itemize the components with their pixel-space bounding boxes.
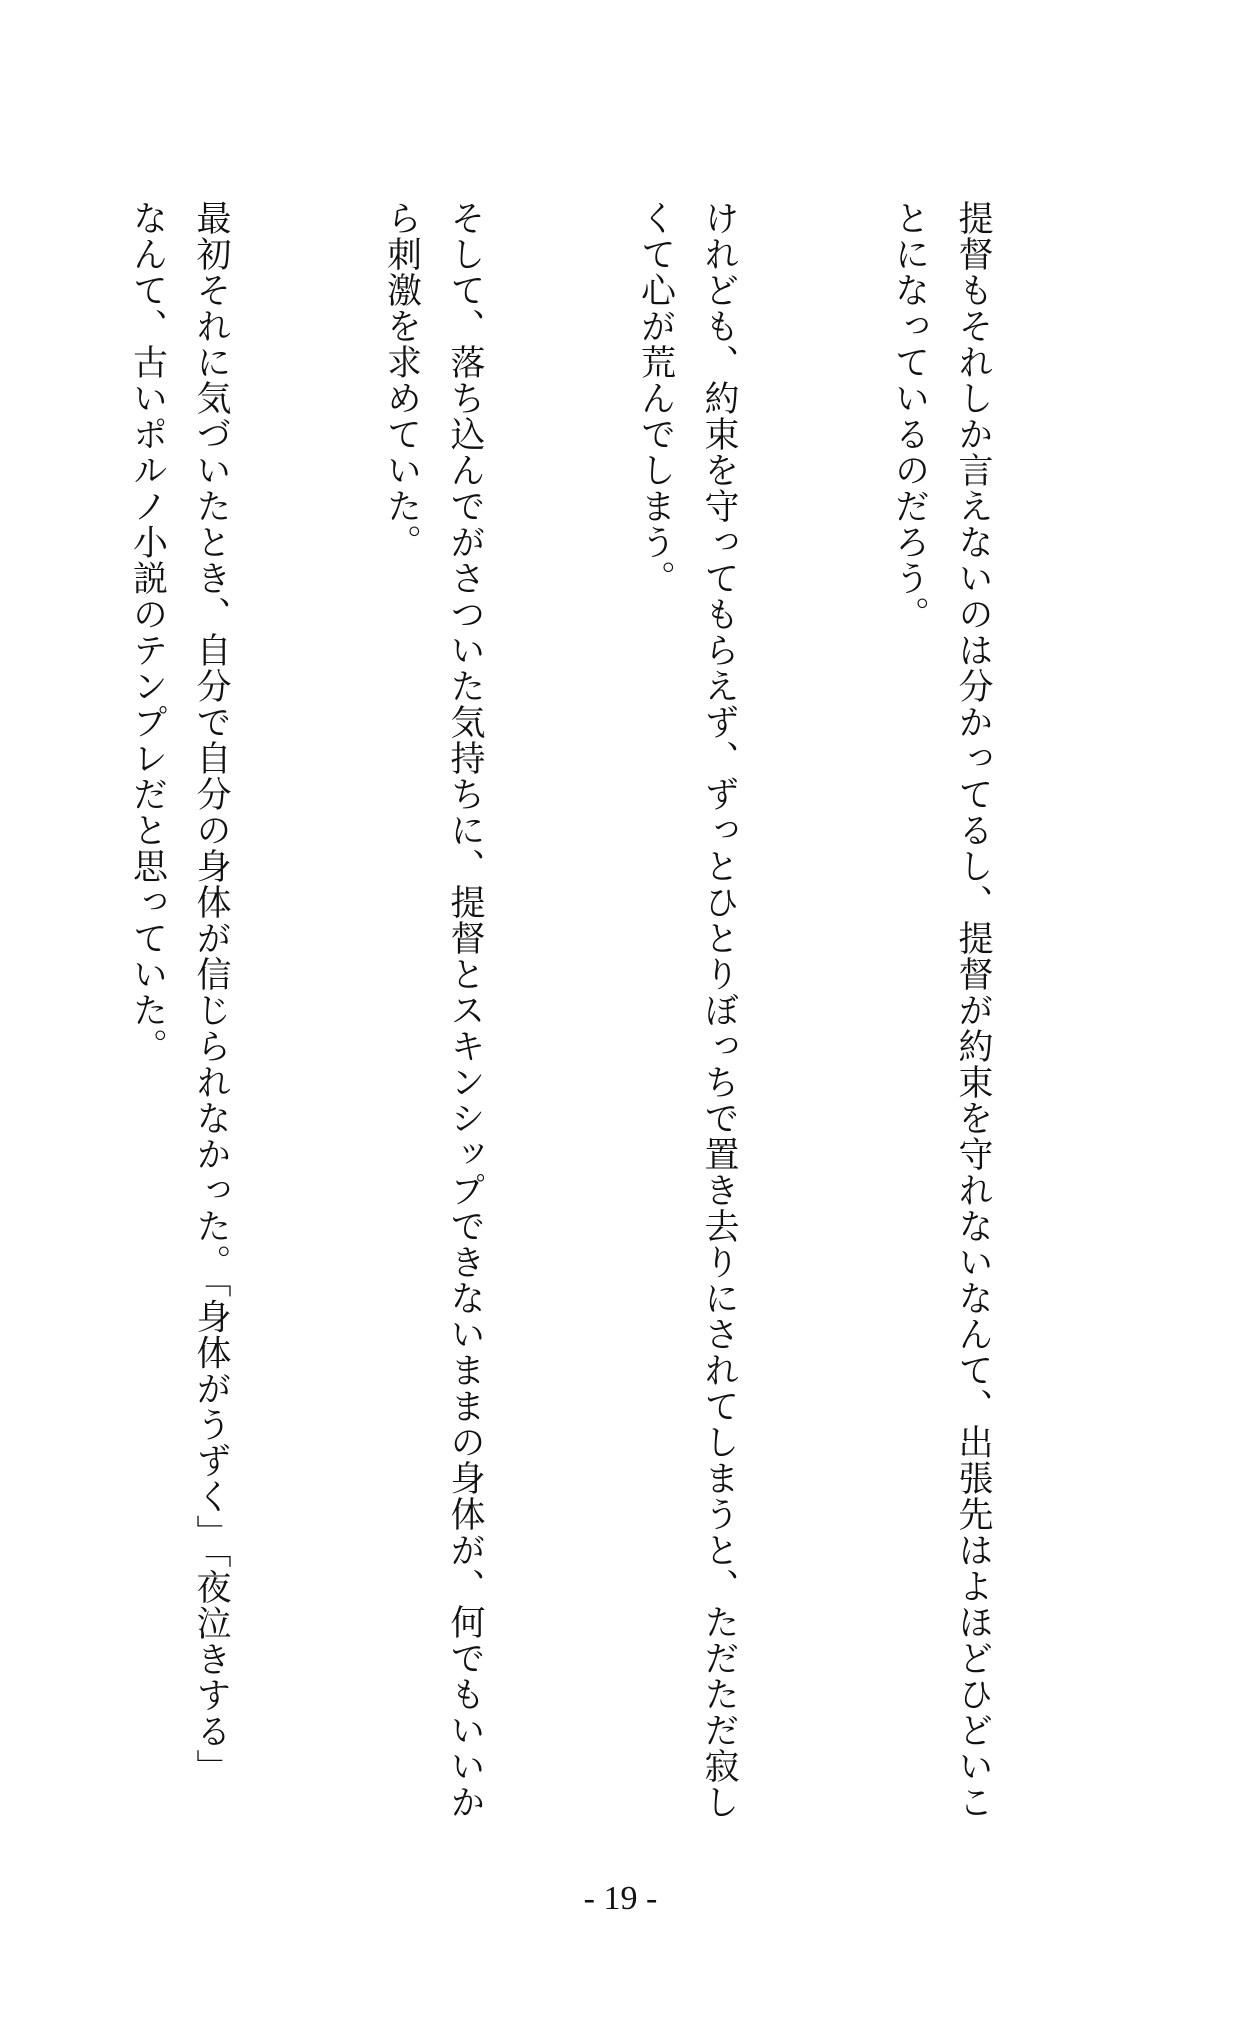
paragraph: けれども、約束を守ってもらえず、ずっとひとりぼっちで置き去りにされてしまうと、ただただ寂しくて心が荒んでしまう。 (635, 200, 739, 1820)
paragraph: 最初それに気づいたとき、自分で自分の身体が信じられなかった。「身体がうずく」「夜泣きする」なんて、古いポルノ小説のテンプレだと思っていた。 (127, 200, 231, 1785)
paragraph: そして、落ち込んでがさついた気持ちに、提督とスキンシップできないままの身体が、何でもいいから刺激を求めていた。 (381, 200, 485, 1820)
paragraph: 提督もそれしか言えないのは分かってるし、提督が約束を守れないなんて、出張先はよほどひどいことになっているのだろう。 (889, 200, 993, 1820)
vertical-text-body (101, 200, 1131, 1820)
page-number: - 19 - (583, 1880, 658, 1917)
